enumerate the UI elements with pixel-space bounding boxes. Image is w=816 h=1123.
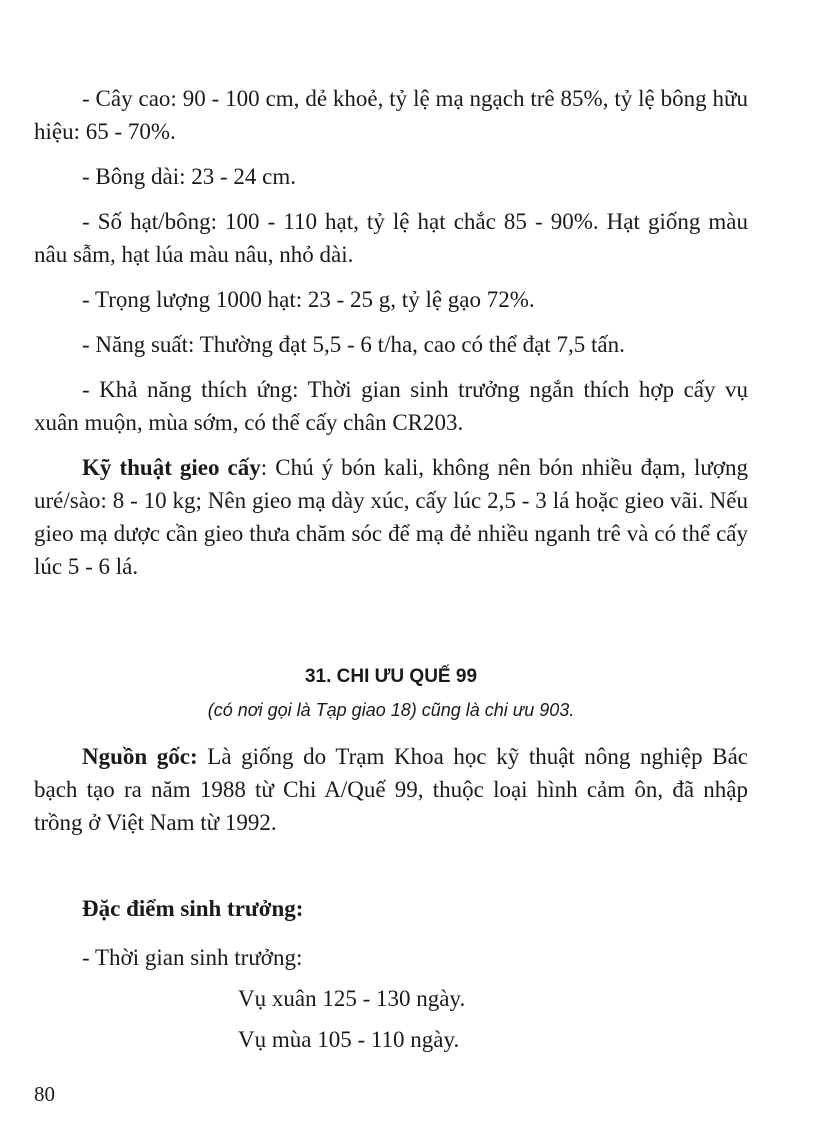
technique-label: Kỹ thuật gieo cấy: [82, 455, 261, 480]
trait-panicle-length: - Bông dài: 23 - 24 cm.: [82, 164, 296, 189]
growth-autumn-season: Vụ mùa 105 - 110 ngày.: [238, 1027, 460, 1052]
growth-duration-line: - Thời gian sinh trưởng:: [82, 945, 303, 970]
trait-grain-weight: - Trọng lượng 1000 hạt: 23 - 25 g, tỷ lệ gạo 72%.: [82, 287, 535, 312]
origin-block: [34, 740, 748, 839]
trait-plant-height: - Cây cao: 90 - 100 cm, dẻ khoẻ, tỷ lệ mạ ngạch trê 85%, tỷ lệ bông hữu hiệu: 65 - 70%.: [34, 86, 748, 144]
growth-spring-season: Vụ xuân 125 - 130 ngày.: [238, 986, 466, 1011]
section-subtitle: (có nơi gọi là Tạp giao 18) cũng là chi ưu 903.: [207, 700, 575, 720]
trait-adaptability: - Khả năng thích ứng: Thời gian sinh trưởng ngắn thích hợp cấy vụ xuân muộn, mùa sớm, có thể cấy chân CR203.: [34, 377, 748, 435]
origin-paragraph: [34, 740, 748, 839]
trait-grains-per-panicle: - Số hạt/bông: 100 - 110 hạt, tỷ lệ hạt chắc 85 - 90%. Hạt giống màu nâu sẫm, hạt lúa màu nâu, nhỏ dài.: [34, 209, 748, 267]
section-title: 31. CHI ƯU QUẾ 99: [304, 666, 478, 687]
trait-yield: - Năng suất: Thường đạt 5,5 - 6 t/ha, cao có thể đạt 7,5 tấn.: [82, 332, 625, 357]
growth-heading: Đặc điểm sinh trưởng:: [82, 896, 304, 921]
technique-paragraph: [34, 451, 748, 583]
growth-block: [34, 892, 748, 1056]
page-number: 80: [34, 1082, 55, 1106]
origin-text: Là giống do Trạm Khoa học kỹ thuật nông nghiệp Bác bạch tạo ra năm 1988 từ Chi A/Quế 99, thuộc loại hình cảm ôn, đã nhập trồng ở Việt Nam từ 1992.: [34, 744, 748, 835]
technique-text: : Chú ý bón kali, không nên bón nhiều đạm, lượng uré/sào: 8 - 10 kg; Nên gieo mạ dày xúc, cấy lúc 2,5 - 3 lá hoặc gieo vãi. Nếu gieo mạ dược cần gieo thưa chăm sóc để mạ đẻ nhiều nganh trê và có thể cấy lúc 5 - 6 lá.: [34, 455, 748, 579]
origin-label: Nguồn gốc:: [82, 744, 198, 769]
variety-traits-block: [34, 82, 748, 583]
